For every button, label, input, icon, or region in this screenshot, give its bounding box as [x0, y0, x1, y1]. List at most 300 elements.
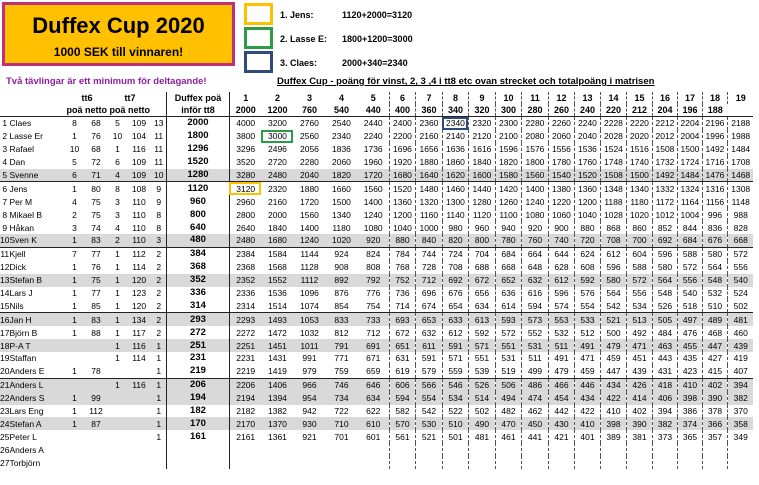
tt7-poa: 3: [115, 196, 120, 207]
matrix-cell: [600, 443, 626, 456]
duffex-points: [166, 456, 229, 469]
matrix-cell: 3000: [261, 130, 293, 143]
matrix-cell: 489: [702, 313, 727, 326]
matrix-cell: 708: [442, 261, 468, 274]
matrix-cell: 486: [521, 378, 548, 391]
matrix-cell: 1780: [548, 156, 574, 169]
tt7-poa: [108, 430, 126, 443]
matrix-cell: [415, 443, 442, 456]
tt7-netto: 116: [132, 144, 146, 155]
matrix-cell: 410: [600, 405, 626, 418]
tt6-poa: [65, 378, 83, 391]
matrix-cell: 921: [302, 431, 317, 442]
matrix-cell: 534: [626, 299, 652, 312]
matrix-cell: 654: [442, 299, 468, 312]
matrix-cell: 692: [652, 234, 677, 247]
matrix-cell: 1128: [300, 262, 319, 273]
duffex-points: 352: [166, 274, 229, 287]
matrix-cell: 593: [495, 313, 521, 326]
matrix-cell: 2160: [415, 130, 442, 143]
legend-formula-1: 1120+2000=3120: [342, 10, 413, 20]
pts-12: 260: [548, 104, 574, 117]
matrix-cell: 852: [652, 221, 677, 234]
player-name: Anders A: [9, 444, 44, 455]
tt6-poa: 5: [72, 157, 77, 168]
matrix-cell: 596: [600, 261, 626, 274]
matrix-cell: 636: [495, 287, 521, 300]
matrix-cell: 1560: [357, 182, 389, 195]
matrix-cell: 502: [468, 405, 495, 418]
matrix-cell: 482: [495, 405, 521, 418]
matrix-cell: 502: [727, 299, 753, 312]
matrix-cell: 1660: [332, 183, 351, 194]
table-row: [0, 456, 753, 469]
col-12: 12: [548, 92, 574, 104]
col-16: 16: [652, 92, 677, 104]
duffex-points: [166, 443, 229, 456]
matrix-cell: 446: [574, 378, 600, 391]
tt7-header: tt7: [124, 93, 136, 103]
duffex-points: 182: [166, 405, 229, 418]
events-count: 2: [151, 274, 166, 287]
table-row: [0, 378, 753, 391]
matrix-cell: [495, 456, 521, 469]
matrix-cell: [702, 443, 727, 456]
matrix-cell: 1492: [652, 169, 677, 182]
tt6-header: tt6: [81, 93, 93, 103]
matrix-cell: 1636: [442, 143, 468, 156]
matrix-cell: [626, 456, 652, 469]
row-number: 27: [0, 457, 10, 468]
matrix-cell: 481: [727, 313, 753, 326]
events-count: 1: [151, 392, 166, 405]
standings-body: [0, 117, 753, 470]
duffex-points: 480: [166, 234, 229, 247]
matrix-cell: 1580: [495, 169, 521, 182]
matrix-cell: 2280: [300, 157, 319, 168]
pts-10: 300: [495, 104, 521, 117]
table-row: [0, 247, 753, 260]
tt7-netto: 134: [126, 313, 151, 326]
matrix-cell: [357, 443, 389, 456]
player-name: Rafael: [9, 144, 35, 155]
matrix-cell: 664: [521, 247, 548, 260]
matrix-cell: 1112: [293, 274, 325, 287]
tt7-poa: 5: [115, 118, 120, 129]
matrix-cell: 812: [334, 327, 349, 338]
col-4: 4: [338, 93, 344, 103]
pts-3: 760: [293, 104, 325, 117]
matrix-cell: 1620: [442, 169, 468, 182]
col-7: 7: [415, 92, 442, 104]
tt7-poa: 8: [115, 183, 120, 194]
matrix-cell: 476: [677, 326, 702, 339]
tt6-netto: 78: [83, 365, 108, 378]
matrix-cell: 708: [600, 234, 626, 247]
matrix-cell: 1419: [261, 365, 293, 378]
matrix-cell: 996: [702, 208, 727, 221]
matrix-cell: 1080: [357, 221, 389, 234]
matrix-cell: 1240: [521, 195, 548, 208]
tt6-netto: 83: [83, 313, 108, 326]
matrix-cell: 610: [357, 417, 389, 430]
matrix-cell: 580: [702, 247, 727, 260]
tt7-netto: 110: [132, 222, 146, 233]
matrix-cell: [548, 456, 574, 469]
matrix-cell: 908: [334, 262, 349, 273]
matrix-cell: 572: [626, 274, 652, 287]
matrix-cell: 1600: [468, 169, 495, 182]
matrix-cell: 580: [600, 274, 626, 287]
matrix-cell: 2960: [236, 196, 256, 207]
events-count: 1: [151, 417, 166, 430]
matrix-cell: 712: [357, 326, 389, 339]
matrix-cell: 1568: [268, 262, 287, 273]
row-number: 24: [0, 418, 10, 429]
matrix-cell: 632: [521, 274, 548, 287]
matrix-cell: 1468: [727, 169, 753, 182]
matrix-cell: 1040: [574, 208, 600, 221]
tt6-netto: 88: [91, 327, 101, 338]
matrix-cell: 2300: [495, 117, 521, 130]
legend-label-1: 1. Jens:: [280, 10, 314, 20]
matrix-cell: 1680: [261, 234, 293, 247]
matrix-cell: 684: [677, 234, 702, 247]
tt6-poa: [65, 456, 83, 469]
matrix-cell: 2260: [548, 117, 574, 130]
tt6-netto: 77: [91, 249, 101, 260]
matrix-cell: 407: [727, 365, 753, 378]
matrix-cell: 671: [357, 352, 389, 365]
tt6-poa: 1: [65, 313, 83, 326]
matrix-cell: [727, 456, 753, 469]
matrix-cell: 556: [626, 287, 652, 300]
table-row: [0, 221, 753, 234]
matrix-cell: 1880: [415, 156, 442, 169]
matrix-cell: 2219: [229, 365, 261, 378]
title-box: [2, 2, 235, 66]
matrix-cell: 1200: [574, 195, 600, 208]
matrix-cell: 1420: [495, 182, 521, 195]
matrix-cell: 570: [389, 417, 415, 430]
matrix-cell: 1400: [300, 222, 319, 233]
tt6-poa: 2: [72, 209, 77, 220]
matrix-cell: [521, 443, 548, 456]
col-1: 1: [243, 93, 249, 103]
pts-11: 280: [521, 104, 548, 117]
table-row: [0, 405, 753, 418]
row-number: 3: [2, 144, 8, 155]
pts-4: 540: [325, 104, 357, 117]
matrix-cell: 1540: [548, 169, 574, 182]
tt6-poa: poä: [66, 105, 83, 115]
events-count: 11: [154, 144, 164, 155]
player-name: Kjell: [9, 249, 26, 260]
matrix-cell: 1020: [626, 208, 652, 221]
matrix-cell: 2320: [268, 183, 287, 194]
table-row: [0, 117, 753, 130]
matrix-cell: 422: [574, 405, 600, 418]
matrix-cell: 2293: [229, 313, 261, 326]
matrix-cell: [442, 443, 468, 456]
tt6-poa: 1: [65, 417, 83, 430]
matrix-cell: 349: [733, 431, 748, 442]
matrix-cell: 646: [357, 378, 389, 391]
legend-label-2: 2. Lasse E:: [280, 34, 328, 44]
matrix-cell: 571: [442, 352, 468, 365]
col-2: 2: [274, 93, 280, 103]
tt7-poa: [108, 456, 126, 469]
matrix-cell: 752: [389, 274, 415, 287]
matrix-cell: 612: [548, 274, 574, 287]
matrix-cell: 497: [677, 313, 702, 326]
matrix-cell: 2182: [236, 406, 256, 417]
player-name: Svenne: [9, 169, 65, 182]
matrix-cell: 591: [415, 352, 442, 365]
matrix-cell: 1740: [626, 156, 652, 169]
tt7-poa: [108, 392, 126, 405]
tt6-poa: 10: [69, 144, 80, 155]
matrix-cell: 840: [415, 234, 442, 247]
matrix-cell: 2760: [300, 118, 319, 129]
matrix-cell: 2800: [236, 209, 256, 220]
matrix-cell: 1480: [415, 182, 442, 195]
matrix-cell: 1472: [268, 327, 287, 338]
matrix-cell: 366: [702, 417, 727, 430]
matrix-cell: 382: [727, 392, 753, 405]
events-count: 8: [156, 209, 162, 220]
matrix-cell: 1028: [600, 208, 626, 221]
matrix-cell: [261, 443, 293, 456]
matrix-cell: 596: [548, 287, 574, 300]
matrix-cell: 1324: [677, 182, 702, 195]
matrix-cell: 554: [574, 299, 600, 312]
matrix-cell: 633: [442, 313, 468, 326]
matrix-cell: 672: [468, 274, 495, 287]
col-13: 13: [574, 92, 600, 104]
matrix-cell: 526: [468, 378, 495, 391]
row-number: 10: [0, 235, 10, 246]
duffex-points: 1520: [166, 156, 229, 169]
matrix-cell: 423: [677, 365, 702, 378]
row-number: 5: [0, 169, 9, 182]
matrix-cell: 1500: [626, 169, 652, 182]
tt6-netto: 68: [91, 144, 101, 155]
row-number: 7: [2, 196, 8, 207]
matrix-cell: 892: [325, 274, 357, 287]
tt7-poa: 1: [108, 299, 126, 312]
matrix-cell: 1240: [293, 234, 325, 247]
green-marker-icon: [244, 27, 273, 49]
matrix-cell: 720: [574, 234, 600, 247]
matrix-cell: 2196: [702, 117, 727, 130]
matrix-cell: 1370: [261, 417, 293, 430]
matrix-cell: 566: [415, 378, 442, 391]
events-count: 8: [156, 222, 162, 233]
matrix-cell: 592: [574, 274, 600, 287]
matrix-cell: 2336: [236, 288, 256, 299]
duffex-points: 1296: [166, 143, 229, 156]
tt7-netto: [126, 405, 151, 418]
tt6-poa: 1: [72, 288, 77, 299]
row-number: 12: [0, 262, 10, 273]
matrix-cell: 2194: [229, 392, 261, 405]
matrix-cell: 1260: [495, 195, 521, 208]
matrix-cell: 691: [357, 339, 389, 352]
matrix-cell: 459: [574, 365, 600, 378]
matrix-cell: 1736: [357, 143, 389, 156]
row-number: 22: [0, 393, 10, 404]
matrix-cell: 3280: [229, 169, 261, 182]
matrix-cell: 573: [521, 313, 548, 326]
matrix-cell: 389: [600, 430, 626, 443]
matrix-cell: 954: [293, 392, 325, 405]
matrix-cell: 930: [293, 417, 325, 430]
matrix-cell: 510: [442, 417, 468, 430]
tt7-netto: 104: [131, 131, 147, 142]
matrix-cell: 1340: [626, 182, 652, 195]
matrix-cell: 427: [702, 352, 727, 365]
matrix-cell: 450: [521, 417, 548, 430]
player-name: Anders S: [9, 392, 65, 405]
matrix-cell: 553: [548, 313, 574, 326]
row-number: 26: [0, 444, 10, 455]
matrix-cell: 492: [626, 326, 652, 339]
matrix-cell: 2280: [521, 117, 548, 130]
matrix-cell: 588: [677, 247, 702, 260]
player-name: Anders E: [9, 365, 65, 378]
matrix-cell: 459: [600, 352, 626, 365]
matrix-cell: 2204: [677, 117, 702, 130]
matrix-cell: [415, 456, 442, 469]
matrix-cell: 1552: [261, 274, 293, 287]
matrix-cell: 2060: [332, 157, 351, 168]
matrix-cell: 2004: [677, 130, 702, 143]
matrix-cell: 668: [727, 234, 753, 247]
matrix-cell: 1382: [268, 406, 287, 417]
tt6-poa: [65, 352, 83, 365]
table-row: [0, 208, 753, 221]
matrix-cell: 3120: [229, 182, 261, 195]
matrix-cell: 576: [574, 287, 600, 300]
matrix-cell: 419: [733, 353, 748, 364]
matrix-cell: 768: [389, 261, 415, 274]
tt7-netto: [126, 417, 151, 430]
matrix-cell: 418: [652, 378, 677, 391]
matrix-cell: 2000: [268, 209, 287, 220]
tt6-poa: 1: [72, 327, 77, 338]
matrix-cell: 836: [702, 221, 727, 234]
matrix-cell: 1148: [731, 196, 750, 207]
matrix-cell: [677, 443, 702, 456]
matrix-cell: 521: [600, 313, 626, 326]
player-name: Lars J: [9, 288, 33, 299]
matrix-cell: 1144: [300, 249, 319, 260]
matrix-cell: 1074: [293, 299, 325, 312]
matrix-cell: 1556: [548, 143, 574, 156]
tt6-poa: 1: [65, 365, 83, 378]
row-number: 4: [2, 157, 8, 168]
matrix-cell: 1060: [548, 208, 574, 221]
matrix-cell: 759: [325, 365, 357, 378]
player-name: Björn B: [9, 327, 38, 338]
duffex-points: 2000: [166, 117, 229, 130]
matrix-cell: 2240: [357, 130, 389, 143]
matrix-cell: [626, 443, 652, 456]
tt7-poa: poä: [109, 105, 126, 115]
events-count: [151, 443, 166, 456]
matrix-cell: 1220: [548, 195, 574, 208]
matrix-cell: 463: [652, 339, 677, 352]
tt7-netto: [126, 456, 151, 469]
matrix-cell: 491: [548, 352, 574, 365]
tt6-poa: 8: [72, 118, 77, 129]
matrix-cell: [229, 443, 261, 456]
matrix-cell: 692: [442, 274, 468, 287]
duffex-points: 161: [166, 430, 229, 443]
matrix-cell: 784: [389, 247, 415, 260]
matrix-cell: 924: [334, 249, 349, 260]
matrix-cell: 1960: [357, 156, 389, 169]
matrix-cell: 608: [574, 261, 600, 274]
matrix-cell: [495, 443, 521, 456]
player-name: Claes: [9, 118, 32, 129]
tt6-netto: 80: [91, 183, 101, 194]
matrix-cell: 454: [548, 392, 574, 405]
tt7-netto: 112: [132, 249, 146, 260]
matrix-cell: 2040: [293, 169, 325, 182]
matrix-cell: 594: [521, 299, 548, 312]
matrix-cell: 1394: [261, 392, 293, 405]
matrix-cell: 2206: [229, 378, 261, 391]
matrix-cell: 1840: [268, 222, 287, 233]
matrix-cell: 808: [357, 261, 389, 274]
tt6-netto: 75: [91, 196, 101, 207]
matrix-cell: 1800: [521, 156, 548, 169]
matrix-cell: 588: [626, 261, 652, 274]
matrix-cell: 518: [677, 299, 702, 312]
matrix-cell: [600, 456, 626, 469]
row-number: 17: [0, 327, 10, 338]
tt7-poa: [108, 417, 126, 430]
row-number: 6: [2, 183, 8, 194]
tt6-netto: 72: [91, 157, 101, 168]
matrix-cell: 1860: [442, 156, 468, 169]
matrix-cell: 601: [357, 430, 389, 443]
col-17: 17: [677, 92, 702, 104]
matrix-cell: 1180: [626, 195, 652, 208]
matrix-cell: 611: [415, 339, 442, 352]
tt7-netto: 109: [131, 157, 147, 168]
table-row: [0, 261, 753, 274]
matrix-cell: 542: [600, 299, 626, 312]
tt7-netto: 110: [132, 196, 146, 207]
tt7-netto: netto: [127, 105, 150, 115]
matrix-cell: 574: [548, 299, 574, 312]
matrix-cell: 484: [652, 326, 677, 339]
tt7-netto: [126, 443, 151, 456]
row-number: 8: [2, 209, 8, 220]
matrix-cell: 1760: [574, 156, 600, 169]
player-name: Stefan B: [9, 274, 65, 287]
matrix-cell: 606: [389, 378, 415, 391]
events-count: [151, 456, 166, 469]
tt6-netto: 68: [91, 118, 101, 129]
tt7-poa: 3: [115, 209, 120, 220]
matrix-cell: 1493: [261, 313, 293, 326]
matrix-caption: Duffex Cup - poäng för vinst, 2, 3 ,4 i tt8 etc ovan strecket och totalpoäng i matrisen: [277, 76, 655, 87]
matrix-cell: [727, 443, 753, 456]
